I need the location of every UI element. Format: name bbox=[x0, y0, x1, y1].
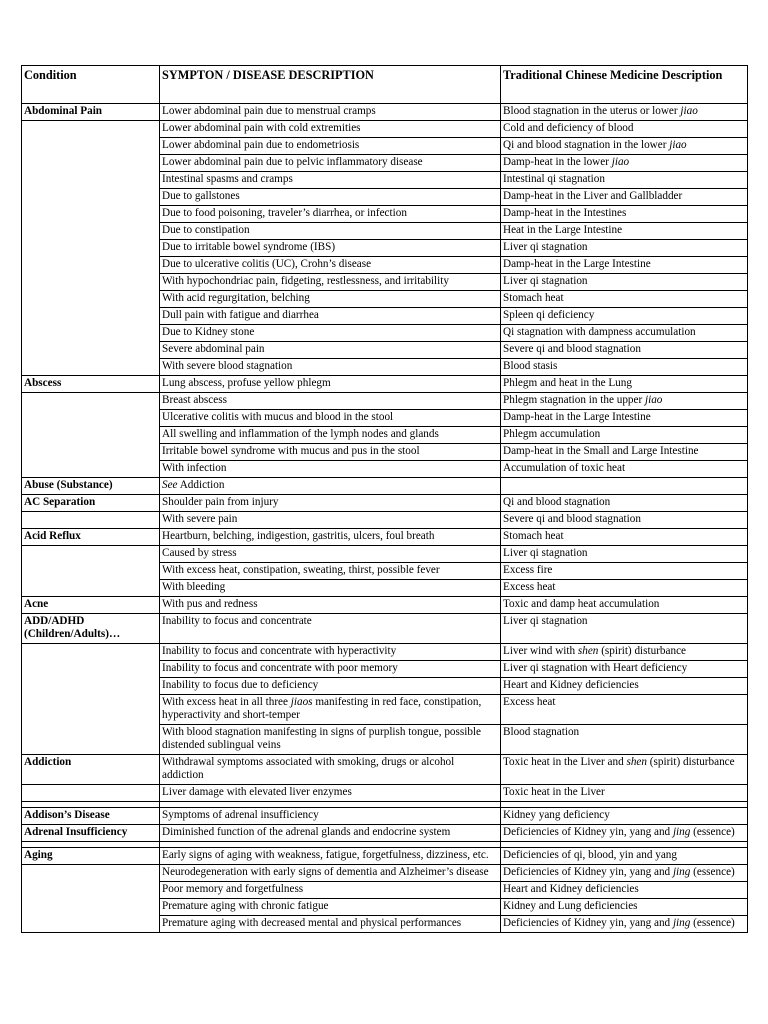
table-row bbox=[22, 291, 748, 308]
condition-cell bbox=[22, 189, 160, 206]
symptom-cell: All swelling and inflammation of the lymph nodes and glands bbox=[160, 427, 501, 444]
condition-cell bbox=[22, 695, 160, 725]
symptom-cell: Diminished function of the adrenal glands and endocrine system bbox=[160, 825, 501, 842]
symptom-cell: Severe abdominal pain bbox=[160, 342, 501, 359]
condition-cell bbox=[22, 580, 160, 597]
tcm-cell: Damp-heat in the lower jiao bbox=[501, 155, 748, 172]
table-row bbox=[22, 495, 748, 512]
symptom-cell: Inability to focus and concentrate bbox=[160, 614, 501, 644]
symptom-cell: With blood stagnation manifesting in signs of purplish tongue, possible distended sublingual veins bbox=[160, 725, 501, 755]
condition-cell: Addison’s Disease bbox=[22, 808, 160, 825]
condition-cell bbox=[22, 563, 160, 580]
tcm-cell: Toxic heat in the Liver bbox=[501, 785, 748, 802]
condition-cell bbox=[22, 274, 160, 291]
table-row bbox=[22, 529, 748, 546]
tcm-cell: Heart and Kidney deficiencies bbox=[501, 678, 748, 695]
condition-cell bbox=[22, 865, 160, 882]
table-row bbox=[22, 410, 748, 427]
condition-cell: Abdominal Pain bbox=[22, 104, 160, 121]
condition-cell bbox=[22, 661, 160, 678]
condition-cell: Adrenal Insufficiency bbox=[22, 825, 160, 842]
tcm-cell: Stomach heat bbox=[501, 291, 748, 308]
condition-cell bbox=[22, 512, 160, 529]
symptom-cell: Due to irritable bowel syndrome (IBS) bbox=[160, 240, 501, 257]
symptom-cell: Early signs of aging with weakness, fatigue, forgetfulness, dizziness, etc. bbox=[160, 848, 501, 865]
table-body bbox=[22, 104, 748, 933]
symptom-cell: With severe pain bbox=[160, 512, 501, 529]
symptom-cell: Liver damage with elevated liver enzymes bbox=[160, 785, 501, 802]
table-row bbox=[22, 597, 748, 614]
condition-cell bbox=[22, 678, 160, 695]
symptom-cell: Inability to focus and concentrate with hyperactivity bbox=[160, 644, 501, 661]
condition-cell bbox=[22, 223, 160, 240]
tcm-cell: Accumulation of toxic heat bbox=[501, 461, 748, 478]
symptom-cell: Due to food poisoning, traveler’s diarrhea, or infection bbox=[160, 206, 501, 223]
condition-cell bbox=[22, 308, 160, 325]
tcm-cell: Intestinal qi stagnation bbox=[501, 172, 748, 189]
table-row bbox=[22, 206, 748, 223]
tcm-cell: Damp-heat in the Large Intestine bbox=[501, 410, 748, 427]
condition-cell bbox=[22, 644, 160, 661]
tcm-cell: Damp-heat in the Large Intestine bbox=[501, 257, 748, 274]
condition-cell: ADD/ADHD (Children/Adults)… bbox=[22, 614, 160, 644]
condition-cell bbox=[22, 172, 160, 189]
condition-cell bbox=[22, 444, 160, 461]
tcm-cell: Excess heat bbox=[501, 580, 748, 597]
tcm-cell: Liver qi stagnation bbox=[501, 546, 748, 563]
symptom-cell: With acid regurgitation, belching bbox=[160, 291, 501, 308]
tcm-cell: Liver qi stagnation with Heart deficiency bbox=[501, 661, 748, 678]
table-row bbox=[22, 274, 748, 291]
table-row bbox=[22, 825, 748, 842]
symptom-cell: Lower abdominal pain due to menstrual cramps bbox=[160, 104, 501, 121]
header-condition: Condition bbox=[22, 66, 160, 104]
table-header-row bbox=[22, 66, 748, 104]
tcm-cell: Liver qi stagnation bbox=[501, 614, 748, 644]
table-row bbox=[22, 223, 748, 240]
tcm-cell: Heart and Kidney deficiencies bbox=[501, 882, 748, 899]
condition-cell bbox=[22, 882, 160, 899]
table-row bbox=[22, 444, 748, 461]
tcm-cell: Damp-heat in the Small and Large Intestine bbox=[501, 444, 748, 461]
tcm-cell: Excess heat bbox=[501, 695, 748, 725]
symptom-cell: Due to constipation bbox=[160, 223, 501, 240]
condition-cell bbox=[22, 785, 160, 802]
symptom-cell: With infection bbox=[160, 461, 501, 478]
symptom-cell: Inability to focus due to deficiency bbox=[160, 678, 501, 695]
table-row bbox=[22, 121, 748, 138]
condition-cell bbox=[22, 206, 160, 223]
condition-cell: Acne bbox=[22, 597, 160, 614]
table-row bbox=[22, 661, 748, 678]
table-row bbox=[22, 138, 748, 155]
tcm-cell: Severe qi and blood stagnation bbox=[501, 342, 748, 359]
symptom-cell: Due to ulcerative colitis (UC), Crohn’s disease bbox=[160, 257, 501, 274]
table-row bbox=[22, 725, 748, 755]
table-row bbox=[22, 785, 748, 802]
table-row bbox=[22, 865, 748, 882]
tcm-cell: Blood stagnation in the uterus or lower jiao bbox=[501, 104, 748, 121]
symptom-cell: See Addiction bbox=[160, 478, 501, 495]
header-tcm: Traditional Chinese Medicine Description bbox=[501, 66, 748, 104]
table-row bbox=[22, 546, 748, 563]
tcm-cell: Heat in the Large Intestine bbox=[501, 223, 748, 240]
table-row bbox=[22, 644, 748, 661]
tcm-cell: Phlegm accumulation bbox=[501, 427, 748, 444]
tcm-cell: Deficiencies of qi, blood, yin and yang bbox=[501, 848, 748, 865]
tcm-cell: Deficiencies of Kidney yin, yang and jing (essence) bbox=[501, 825, 748, 842]
table-row bbox=[22, 695, 748, 725]
table-row bbox=[22, 172, 748, 189]
table-row bbox=[22, 461, 748, 478]
condition-cell bbox=[22, 155, 160, 172]
tcm-cell: Stomach heat bbox=[501, 529, 748, 546]
table-row bbox=[22, 478, 748, 495]
table-row bbox=[22, 512, 748, 529]
table-row bbox=[22, 376, 748, 393]
symptom-cell: With severe blood stagnation bbox=[160, 359, 501, 376]
symptom-cell: Caused by stress bbox=[160, 546, 501, 563]
tcm-cell: Toxic heat in the Liver and shen (spirit) disturbance bbox=[501, 755, 748, 785]
condition-cell bbox=[22, 359, 160, 376]
tcm-cell: Blood stasis bbox=[501, 359, 748, 376]
condition-cell: Aging bbox=[22, 848, 160, 865]
table-row bbox=[22, 393, 748, 410]
condition-cell bbox=[22, 240, 160, 257]
condition-cell: Abscess bbox=[22, 376, 160, 393]
table-row bbox=[22, 257, 748, 274]
tcm-cell: Cold and deficiency of blood bbox=[501, 121, 748, 138]
tcm-cell: Kidney yang deficiency bbox=[501, 808, 748, 825]
symptom-cell: With excess heat in all three jiaos manifesting in red face, constipation, hyperactivity and short-temper bbox=[160, 695, 501, 725]
condition-cell bbox=[22, 427, 160, 444]
table-row bbox=[22, 104, 748, 121]
table-row bbox=[22, 755, 748, 785]
tcm-cell bbox=[501, 478, 748, 495]
symptom-cell: Withdrawal symptoms associated with smoking, drugs or alcohol addiction bbox=[160, 755, 501, 785]
condition-cell: AC Separation bbox=[22, 495, 160, 512]
tcm-cell: Damp-heat in the Liver and Gallbladder bbox=[501, 189, 748, 206]
symptom-cell: Shoulder pain from injury bbox=[160, 495, 501, 512]
table-row bbox=[22, 916, 748, 933]
symptom-cell: With bleeding bbox=[160, 580, 501, 597]
condition-cell: Abuse (Substance) bbox=[22, 478, 160, 495]
table-row bbox=[22, 882, 748, 899]
condition-cell: Addiction bbox=[22, 755, 160, 785]
symptom-cell: Symptoms of adrenal insufficiency bbox=[160, 808, 501, 825]
table-row bbox=[22, 240, 748, 257]
symptom-cell: Premature aging with decreased mental and physical performances bbox=[160, 916, 501, 933]
tcm-cell: Liver qi stagnation bbox=[501, 240, 748, 257]
table-row bbox=[22, 808, 748, 825]
symptom-cell: Lung abscess, profuse yellow phlegm bbox=[160, 376, 501, 393]
condition-cell bbox=[22, 899, 160, 916]
table-row bbox=[22, 848, 748, 865]
tcm-cell: Phlegm stagnation in the upper jiao bbox=[501, 393, 748, 410]
symptom-cell: Lower abdominal pain due to endometriosis bbox=[160, 138, 501, 155]
tcm-cell: Qi stagnation with dampness accumulation bbox=[501, 325, 748, 342]
tcm-cell: Phlegm and heat in the Lung bbox=[501, 376, 748, 393]
table-row bbox=[22, 308, 748, 325]
table-row bbox=[22, 899, 748, 916]
table-row bbox=[22, 427, 748, 444]
tcm-cell: Spleen qi deficiency bbox=[501, 308, 748, 325]
condition-cell bbox=[22, 121, 160, 138]
condition-cell bbox=[22, 138, 160, 155]
table-row bbox=[22, 325, 748, 342]
condition-cell bbox=[22, 725, 160, 755]
document-page bbox=[21, 65, 747, 933]
condition-cell bbox=[22, 342, 160, 359]
condition-cell bbox=[22, 393, 160, 410]
condition-cell bbox=[22, 916, 160, 933]
symptom-cell: Inability to focus and concentrate with poor memory bbox=[160, 661, 501, 678]
symptom-cell: Due to Kidney stone bbox=[160, 325, 501, 342]
tcm-cell: Qi and blood stagnation in the lower jiao bbox=[501, 138, 748, 155]
header-symptom: SYMPTON / DISEASE DESCRIPTION bbox=[160, 66, 501, 104]
symptom-cell: Neurodegeneration with early signs of dementia and Alzheimer’s disease bbox=[160, 865, 501, 882]
symptom-cell: Lower abdominal pain due to pelvic inflammatory disease bbox=[160, 155, 501, 172]
table-row bbox=[22, 359, 748, 376]
tcm-cell: Qi and blood stagnation bbox=[501, 495, 748, 512]
symptom-cell: Heartburn, belching, indigestion, gastritis, ulcers, foul breath bbox=[160, 529, 501, 546]
condition-cell bbox=[22, 546, 160, 563]
symptom-cell: Poor memory and forgetfulness bbox=[160, 882, 501, 899]
tcm-cell: Deficiencies of Kidney yin, yang and jing (essence) bbox=[501, 865, 748, 882]
condition-cell bbox=[22, 291, 160, 308]
tcm-cell: Liver wind with shen (spirit) disturbance bbox=[501, 644, 748, 661]
table-row bbox=[22, 563, 748, 580]
condition-cell bbox=[22, 410, 160, 427]
table-row bbox=[22, 155, 748, 172]
symptom-cell: Intestinal spasms and cramps bbox=[160, 172, 501, 189]
table-row bbox=[22, 342, 748, 359]
symptom-cell: Lower abdominal pain with cold extremities bbox=[160, 121, 501, 138]
condition-cell bbox=[22, 325, 160, 342]
symptom-cell: Breast abscess bbox=[160, 393, 501, 410]
tcm-cell: Deficiencies of Kidney yin, yang and jing (essence) bbox=[501, 916, 748, 933]
table-row bbox=[22, 614, 748, 644]
tcm-cell: Kidney and Lung deficiencies bbox=[501, 899, 748, 916]
symptom-cell: With excess heat, constipation, sweating, thirst, possible fever bbox=[160, 563, 501, 580]
tcm-cell: Toxic and damp heat accumulation bbox=[501, 597, 748, 614]
symptom-cell: With hypochondriac pain, fidgeting, restlessness, and irritability bbox=[160, 274, 501, 291]
table-row bbox=[22, 678, 748, 695]
tcm-cell: Blood stagnation bbox=[501, 725, 748, 755]
conditions-table bbox=[21, 65, 748, 933]
symptom-cell: Due to gallstones bbox=[160, 189, 501, 206]
tcm-cell: Liver qi stagnation bbox=[501, 274, 748, 291]
tcm-cell: Damp-heat in the Intestines bbox=[501, 206, 748, 223]
symptom-cell: With pus and redness bbox=[160, 597, 501, 614]
symptom-cell: Premature aging with chronic fatigue bbox=[160, 899, 501, 916]
table-row bbox=[22, 189, 748, 206]
condition-cell bbox=[22, 257, 160, 274]
table-row bbox=[22, 580, 748, 597]
condition-cell bbox=[22, 461, 160, 478]
symptom-cell: Irritable bowel syndrome with mucus and pus in the stool bbox=[160, 444, 501, 461]
tcm-cell: Severe qi and blood stagnation bbox=[501, 512, 748, 529]
condition-cell: Acid Reflux bbox=[22, 529, 160, 546]
symptom-cell: Ulcerative colitis with mucus and blood in the stool bbox=[160, 410, 501, 427]
symptom-cell: Dull pain with fatigue and diarrhea bbox=[160, 308, 501, 325]
tcm-cell: Excess fire bbox=[501, 563, 748, 580]
